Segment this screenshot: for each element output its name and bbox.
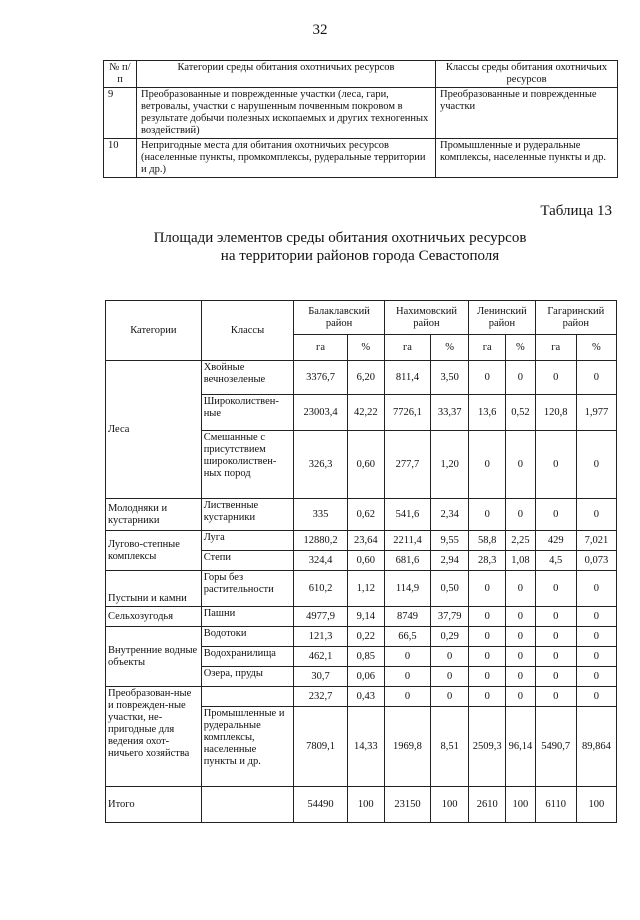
class-cell: Озера, пруды (201, 667, 294, 687)
class-cell (201, 687, 294, 707)
value-ha-cell: 0 (469, 667, 506, 687)
value-pct-cell: 100 (347, 787, 384, 823)
value-pct-cell: 89,864 (576, 707, 616, 787)
value-ha-cell: 0 (535, 627, 576, 647)
category-cell: Пустыни и камни (106, 571, 202, 607)
value-ha-cell: 610,2 (294, 571, 348, 607)
value-pct-cell: 14,33 (347, 707, 384, 787)
value-ha-cell: 54490 (294, 787, 348, 823)
class-cell: Степи (201, 551, 294, 571)
header-num: № п/п (104, 61, 137, 88)
table-title-line-1: Площади элементов среды обитания охотничьих ресурсов (153, 230, 527, 246)
table-row (104, 139, 618, 178)
value-pct-cell: 0 (576, 571, 616, 607)
class-cell: Хвойные вечнозеленые (201, 361, 294, 395)
class-cell (201, 787, 294, 823)
value-pct-cell: 2,25 (506, 531, 535, 551)
value-pct-cell: 7,021 (576, 531, 616, 551)
value-pct-cell: 0,60 (347, 431, 384, 499)
value-ha-cell: 114,9 (384, 571, 430, 607)
value-ha-cell: 0 (384, 687, 430, 707)
value-pct-cell: 100 (506, 787, 535, 823)
category-cell: Сельхозугодья (106, 607, 202, 627)
value-pct-cell: 0,06 (347, 667, 384, 687)
header-classes: Классы среды обитания охотничьих ресурсов (436, 61, 618, 88)
row-num: 10 (104, 139, 137, 178)
value-pct-cell: 0,29 (431, 627, 469, 647)
table-row (106, 531, 617, 551)
value-pct-cell: 0,52 (506, 395, 535, 431)
value-pct-cell: 96,14 (506, 707, 535, 787)
class-cell: Лиственные кустарники (201, 499, 294, 531)
value-ha-cell: 2610 (469, 787, 506, 823)
value-ha-cell: 0 (384, 667, 430, 687)
value-pct-cell: 0 (506, 627, 535, 647)
value-pct-cell: 0,50 (431, 571, 469, 607)
value-pct-cell: 0,60 (347, 551, 384, 571)
row-category: Преобразованные и поврежденные участки (леса, гари, ветровалы, участки с нарушенным почвенным покровом в результате добычи полезных ископаемых и других техногенных воздействий) (137, 88, 436, 139)
header-classes: Классы (201, 301, 294, 361)
value-pct-cell: 6,20 (347, 361, 384, 395)
value-ha-cell: 324,4 (294, 551, 348, 571)
value-ha-cell: 0 (469, 607, 506, 627)
value-ha-cell: 30,7 (294, 667, 348, 687)
class-cell: Луга (201, 531, 294, 551)
value-ha-cell: 0 (469, 571, 506, 607)
value-ha-cell: 1969,8 (384, 707, 430, 787)
value-pct-cell: 0 (506, 687, 535, 707)
category-cell: Лугово-степные комплексы (106, 531, 202, 571)
value-pct-cell: 0 (576, 361, 616, 395)
value-ha-cell: 121,3 (294, 627, 348, 647)
page-number: 32 (312, 22, 328, 38)
value-ha-cell: 0 (384, 647, 430, 667)
class-cell: Смешанные с присутствием широколиствен-ных пород (201, 431, 294, 499)
value-pct-cell: 1,08 (506, 551, 535, 571)
row-class: Промышленные и рудеральные комплексы, населенные пункты и др. (436, 139, 618, 178)
value-pct-cell: 0 (576, 687, 616, 707)
value-ha-cell: 8749 (384, 607, 430, 627)
value-ha-cell: 681,6 (384, 551, 430, 571)
value-pct-cell: 0 (506, 571, 535, 607)
value-pct-cell: 0 (576, 431, 616, 499)
value-ha-cell: 0 (469, 647, 506, 667)
category-cell: Леса (106, 361, 202, 499)
value-ha-cell: 28,3 (469, 551, 506, 571)
value-ha-cell: 0 (469, 627, 506, 647)
habitat-categories-table (103, 60, 618, 178)
table-total-row (106, 787, 617, 823)
value-ha-cell: 811,4 (384, 361, 430, 395)
header-district-lenin: Ленинский район (469, 301, 535, 335)
value-pct-cell: 0 (506, 361, 535, 395)
value-pct-cell: 0 (506, 607, 535, 627)
header-district-nakhimov: Нахимовский район (384, 301, 468, 335)
class-cell: Широколиствен-ные (201, 395, 294, 431)
category-cell: Преобразован-ные и поврежден-ные участки, не-пригодные для ведения охот-ничьего хозяйства (106, 687, 202, 787)
class-cell: Водотоки (201, 627, 294, 647)
value-ha-cell: 277,7 (384, 431, 430, 499)
value-pct-cell: 0 (506, 499, 535, 531)
value-pct-cell: 0,43 (347, 687, 384, 707)
value-pct-cell: 0 (576, 627, 616, 647)
value-ha-cell: 0 (469, 361, 506, 395)
value-pct-cell: 0,85 (347, 647, 384, 667)
unit-ha: га (469, 335, 506, 361)
value-pct-cell: 0 (576, 667, 616, 687)
value-ha-cell: 7726,1 (384, 395, 430, 431)
value-pct-cell: 100 (431, 787, 469, 823)
value-ha-cell: 13,6 (469, 395, 506, 431)
value-ha-cell: 462,1 (294, 647, 348, 667)
value-pct-cell: 0 (431, 687, 469, 707)
unit-pct: % (576, 335, 616, 361)
value-pct-cell: 0,073 (576, 551, 616, 571)
unit-ha: га (294, 335, 348, 361)
unit-pct: % (431, 335, 469, 361)
value-ha-cell: 3376,7 (294, 361, 348, 395)
value-ha-cell: 0 (535, 687, 576, 707)
class-cell: Промышленные и рудеральные комплексы, населенные пункты и др. (201, 707, 294, 787)
value-pct-cell: 0,62 (347, 499, 384, 531)
habitat-areas-table (105, 300, 617, 823)
value-ha-cell: 0 (535, 667, 576, 687)
table-header-row (106, 301, 617, 335)
value-pct-cell: 0 (506, 667, 535, 687)
value-pct-cell: 100 (576, 787, 616, 823)
value-ha-cell: 0 (469, 431, 506, 499)
value-pct-cell: 42,22 (347, 395, 384, 431)
value-ha-cell: 23003,4 (294, 395, 348, 431)
value-pct-cell: 0 (431, 647, 469, 667)
value-ha-cell: 2509,3 (469, 707, 506, 787)
unit-ha: га (384, 335, 430, 361)
value-ha-cell: 12880,2 (294, 531, 348, 551)
table-row (106, 607, 617, 627)
value-pct-cell: 1,977 (576, 395, 616, 431)
value-ha-cell: 4,5 (535, 551, 576, 571)
value-ha-cell: 326,3 (294, 431, 348, 499)
value-pct-cell: 1,12 (347, 571, 384, 607)
value-pct-cell: 9,14 (347, 607, 384, 627)
category-cell: Итого (106, 787, 202, 823)
value-pct-cell: 8,51 (431, 707, 469, 787)
table-row (106, 571, 617, 607)
value-ha-cell: 23150 (384, 787, 430, 823)
row-class: Преобразованные и поврежденные участки (436, 88, 618, 139)
value-pct-cell: 37,79 (431, 607, 469, 627)
value-pct-cell: 2,34 (431, 499, 469, 531)
value-pct-cell: 0 (576, 499, 616, 531)
value-ha-cell: 0 (535, 571, 576, 607)
table-row (106, 361, 617, 395)
value-ha-cell: 0 (535, 431, 576, 499)
value-pct-cell: 23,64 (347, 531, 384, 551)
value-pct-cell: 0 (431, 667, 469, 687)
unit-pct: % (347, 335, 384, 361)
value-ha-cell: 4977,9 (294, 607, 348, 627)
value-pct-cell: 33,37 (431, 395, 469, 431)
header-categories: Категории (106, 301, 202, 361)
value-ha-cell: 5490,7 (535, 707, 576, 787)
value-ha-cell: 0 (535, 361, 576, 395)
header-district-balaklava: Балаклавский район (294, 301, 385, 335)
category-cell: Внутренние водные объекты (106, 627, 202, 687)
value-pct-cell: 3,50 (431, 361, 469, 395)
value-pct-cell: 9,55 (431, 531, 469, 551)
value-ha-cell: 0 (535, 647, 576, 667)
value-pct-cell: 0 (506, 431, 535, 499)
table-title-line-2: на территории районов города Севастополя (220, 248, 500, 264)
value-pct-cell: 0 (576, 607, 616, 627)
table-row (104, 88, 618, 139)
value-ha-cell: 335 (294, 499, 348, 531)
value-ha-cell: 0 (469, 687, 506, 707)
class-cell: Горы без растительности (201, 571, 294, 607)
value-pct-cell: 1,20 (431, 431, 469, 499)
header-categories: Категории среды обитания охотничьих ресурсов (137, 61, 436, 88)
value-ha-cell: 58,8 (469, 531, 506, 551)
unit-ha: га (535, 335, 576, 361)
value-ha-cell: 66,5 (384, 627, 430, 647)
value-ha-cell: 6110 (535, 787, 576, 823)
value-ha-cell: 232,7 (294, 687, 348, 707)
value-ha-cell: 0 (535, 607, 576, 627)
value-ha-cell: 2211,4 (384, 531, 430, 551)
value-ha-cell: 541,6 (384, 499, 430, 531)
value-pct-cell: 0 (576, 647, 616, 667)
table-row (106, 687, 617, 707)
row-category: Непригодные места для обитания охотничьих ресурсов (населенные пункты, промкомплексы, рудеральные территории и др.) (137, 139, 436, 178)
value-ha-cell: 0 (469, 499, 506, 531)
value-ha-cell: 0 (535, 499, 576, 531)
table-caption: Таблица 13 (540, 203, 612, 219)
header-district-gagarin: Гагаринский район (535, 301, 616, 335)
value-pct-cell: 0,22 (347, 627, 384, 647)
value-ha-cell: 429 (535, 531, 576, 551)
class-cell: Пашни (201, 607, 294, 627)
value-pct-cell: 0 (506, 647, 535, 667)
value-pct-cell: 2,94 (431, 551, 469, 571)
category-cell: Молодняки и кустарники (106, 499, 202, 531)
row-num: 9 (104, 88, 137, 139)
unit-pct: % (506, 335, 535, 361)
table-row (106, 627, 617, 647)
class-cell: Водохранилища (201, 647, 294, 667)
value-ha-cell: 120,8 (535, 395, 576, 431)
value-ha-cell: 7809,1 (294, 707, 348, 787)
table-header-row (104, 61, 618, 88)
table-row (106, 499, 617, 531)
